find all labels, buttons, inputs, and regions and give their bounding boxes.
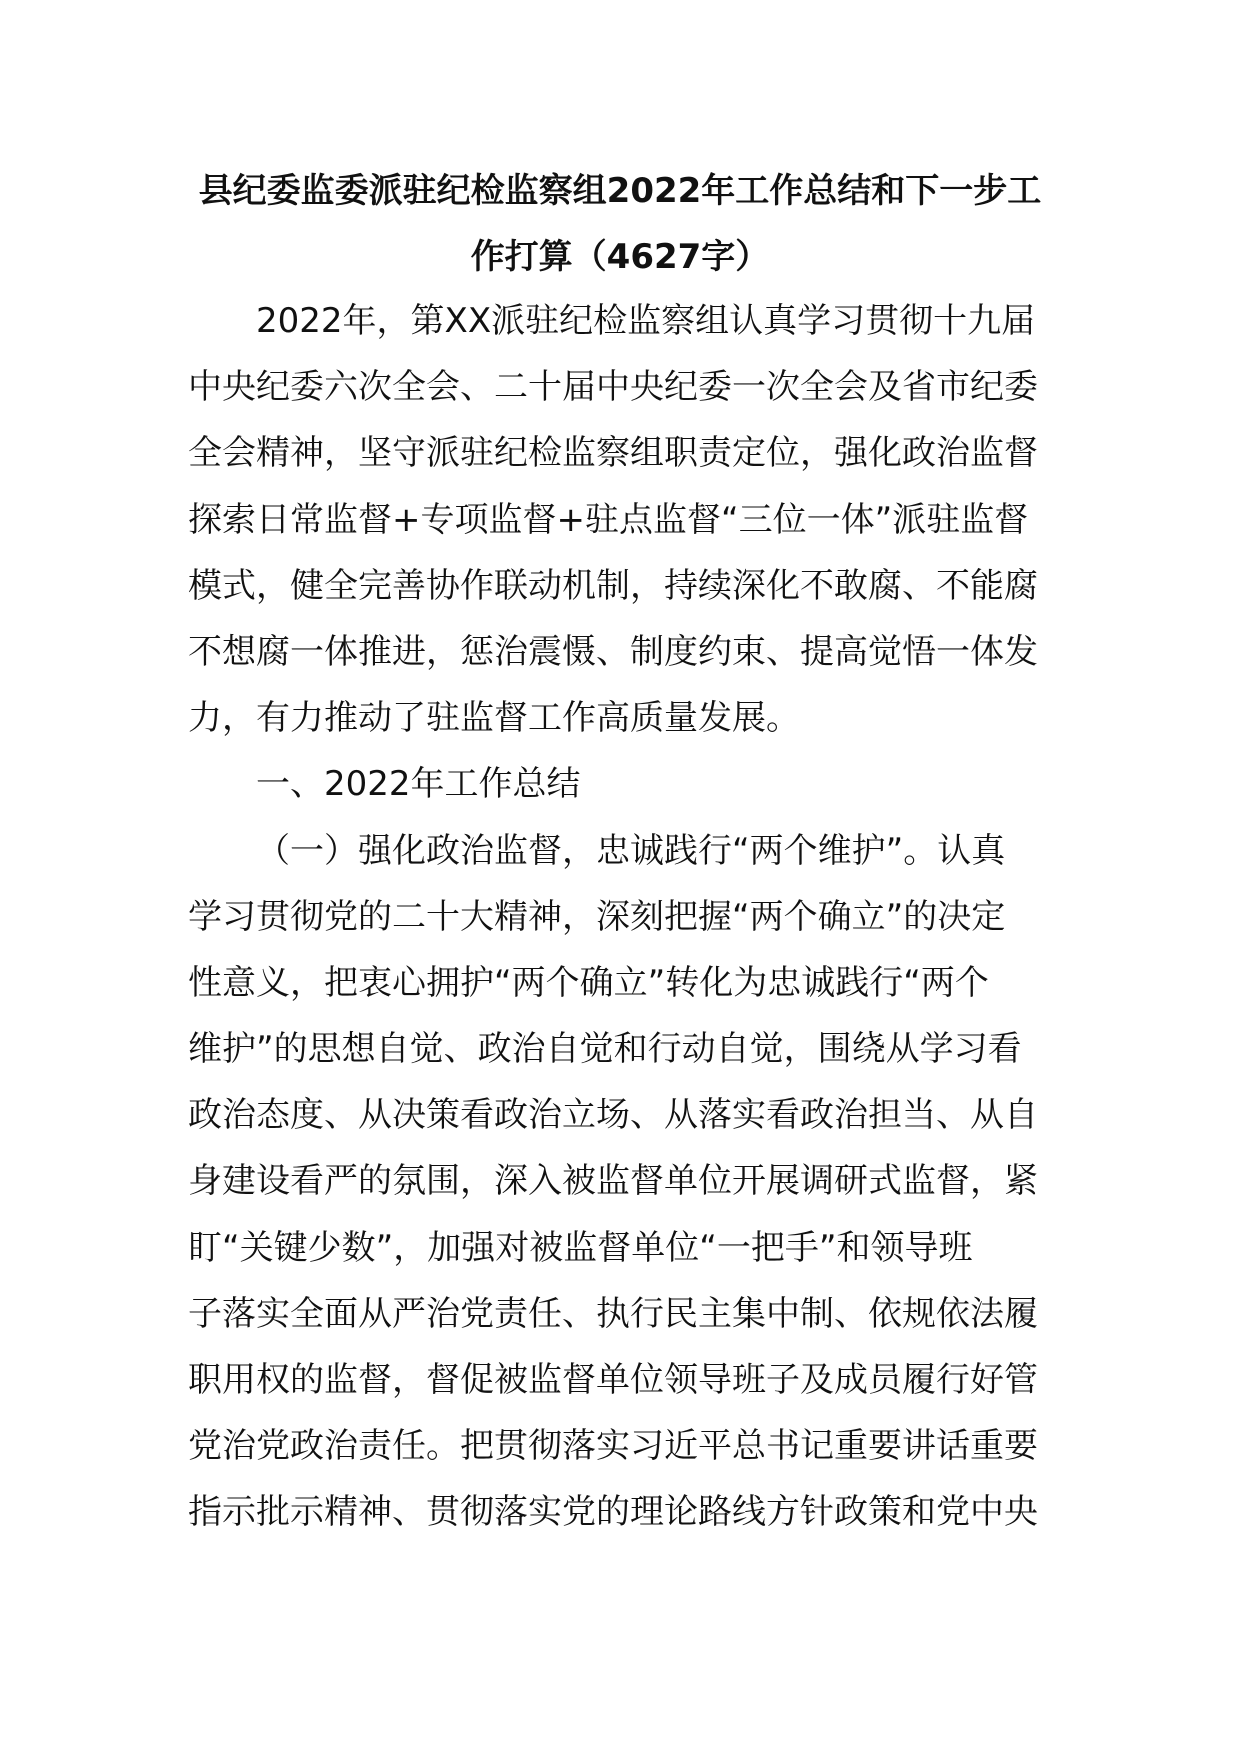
paragraph-line: 探索日常监督+专项监督+驻点监督“三位一体”派驻监督 [188, 499, 1029, 540]
paragraph-line: 学习贯彻党的二十大精神，深刻把握“两个确立”的决定 [188, 896, 1006, 937]
paragraph-line: 身建设看严的氛围，深入被监督单位开展调研式监督，紧 [188, 1161, 1038, 1202]
paragraph-line: 全会精神，坚守派驻纪检监察组职责定位，强化政治监督 [188, 433, 1038, 474]
document-title [180, 158, 1060, 290]
paragraph-line: 盯“关键少数”，加强对被监督单位“一把手”和领导班 [188, 1227, 973, 1268]
paragraph-line: 2022年，第XX派驻纪检监察组认真学习贯彻十九届 [256, 301, 1036, 341]
paragraph-line: 子落实全面从严治党责任、执行民主集中制、依规依法履 [188, 1293, 1038, 1334]
title-line: 县纪委监委派驻纪检监察组2022年工作总结和下一步工 [198, 171, 1042, 211]
paragraph-line: 力，有力推动了驻监督工作高质量发展。 [188, 698, 800, 739]
paragraph-line: 中央纪委六次全会、二十届中央纪委一次全会及省市纪委 [188, 367, 1038, 408]
paragraph-line: 职用权的监督，督促被监督单位领导班子及成员履行好管 [188, 1360, 1038, 1400]
title-line: 作打算（4627字） [470, 237, 770, 277]
paragraph-line: （一）强化政治监督，忠诚践行“两个维护”。认真 [256, 830, 1006, 871]
document-body [188, 288, 1060, 1546]
paragraph-line: 性意义，把衷心拥护“两个确立”转化为忠诚践行“两个 [188, 962, 989, 1003]
paragraph-line: 党治党政治责任。把贯彻落实习近平总书记重要讲话重要 [188, 1426, 1038, 1467]
paragraph-line: 政治态度、从决策看政治立场、从落实看政治担当、从自 [188, 1095, 1038, 1136]
paragraph-line: 维护”的思想自觉、政治自觉和行动自觉，围绕从学习看 [188, 1029, 1022, 1070]
paragraph-line: 指示批示精神、贯彻落实党的理论路线方针政策和党中央 [188, 1492, 1038, 1533]
paragraph-line: 模式，健全完善协作联动机制，持续深化不敢腐、不能腐 [188, 565, 1038, 606]
paragraph-line: 不想腐一体推进，惩治震慑、制度约束、提高觉悟一体发 [188, 631, 1038, 672]
section-heading: 一、2022年工作总结 [256, 764, 581, 805]
